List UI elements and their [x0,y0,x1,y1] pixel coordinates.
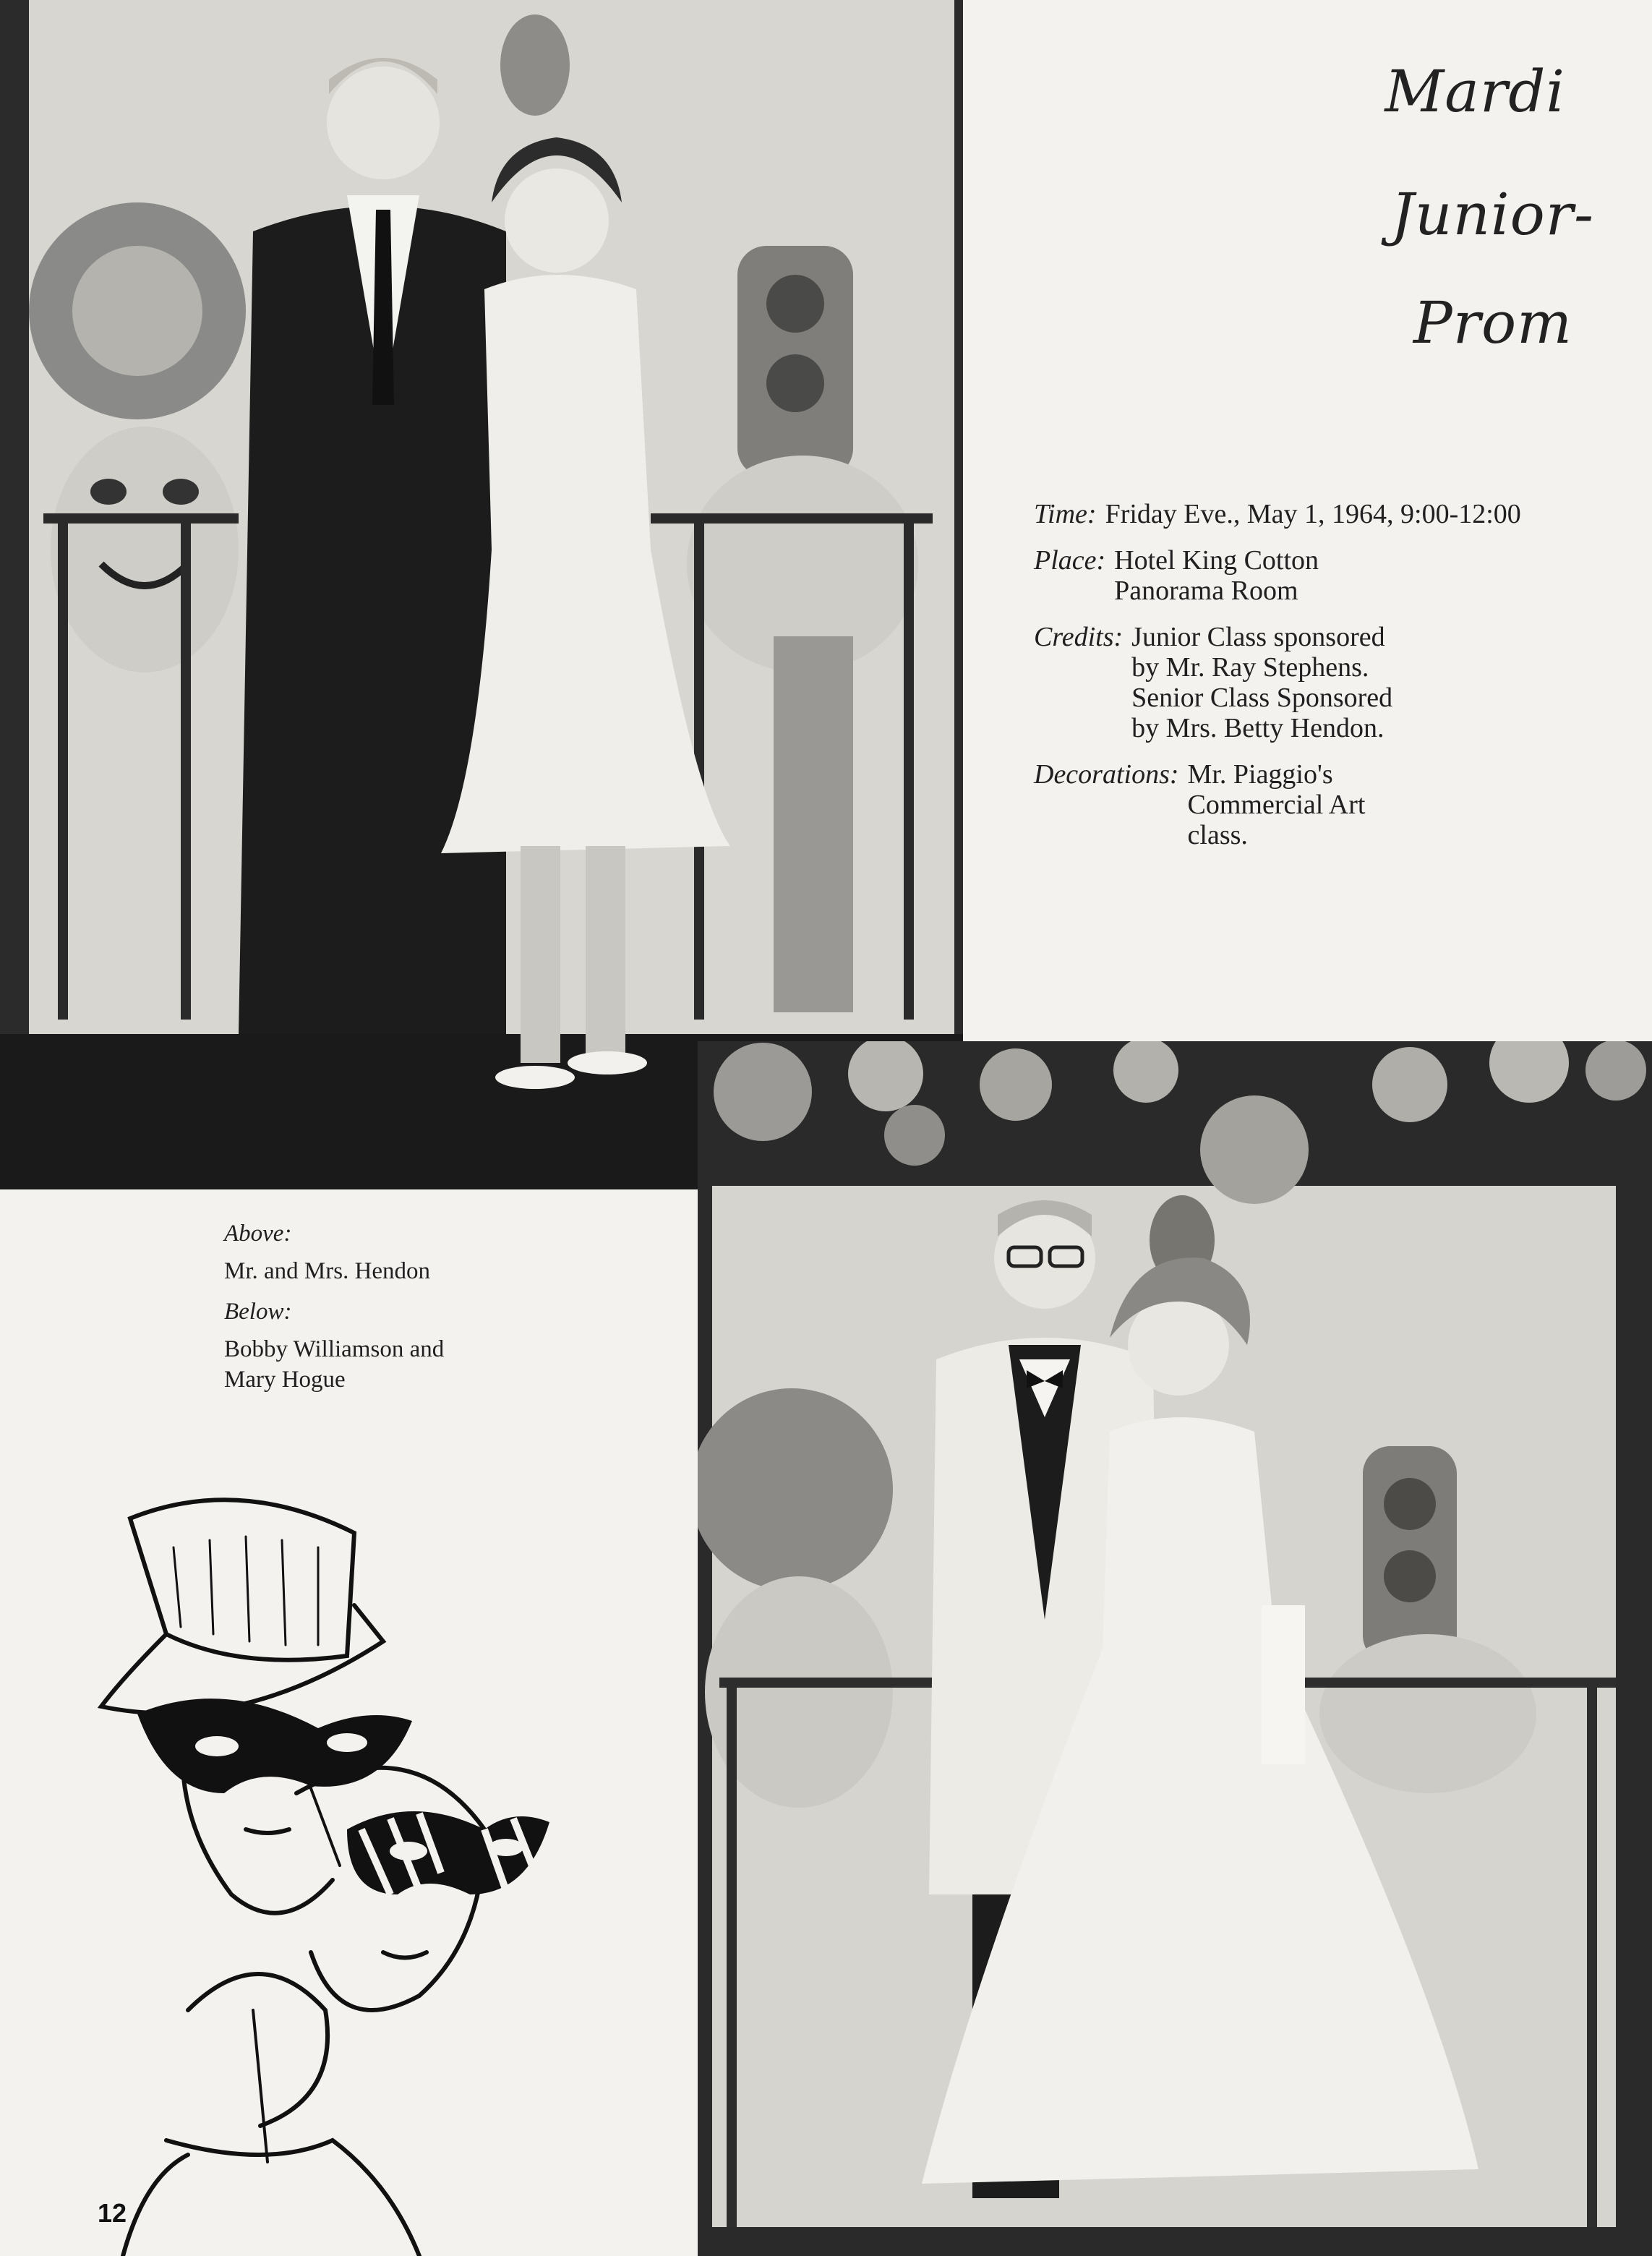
photo-captions [224,1218,687,1405]
detail-value: Mr. Piaggio's Commercial Art class. [1187,759,1366,850]
title-line-junior: Junior- [1390,181,1594,248]
detail-value: Hotel King Cotton Panorama Room [1114,545,1319,606]
detail-value: Junior Class sponsored by Mr. Ray Stephens. Senior Class Sponsored by Mrs. Betty Hendon. [1131,622,1393,743]
detail-decorations [1034,759,1612,850]
detail-label: Place: [1034,545,1106,576]
detail-value: Friday Eve., May 1, 1964, 9:00-12:00 [1105,499,1521,529]
event-details [1034,499,1612,866]
detail-credits [1034,622,1612,743]
detail-place [1034,545,1612,606]
caption-below-label: Below: [224,1299,292,1325]
masked-couple-illustration [80,1490,716,2256]
detail-label: Time: [1034,499,1097,529]
detail-label: Credits: [1034,622,1124,652]
page-number: 12 [98,2198,127,2228]
caption-below-text: Bobby Williamson and Mary Hogue [224,1336,445,1393]
title-line-prom: Prom [1413,289,1572,356]
caption-above-text: Mr. and Mrs. Hendon [224,1258,431,1284]
photo-williamson-hogue [698,1041,1652,2256]
photo-hendon-couple [0,0,963,1189]
caption-above-label: Above: [224,1221,292,1247]
detail-label: Decorations: [1034,759,1179,790]
detail-time [1034,499,1612,529]
title-line-mardi: Mardi [1384,58,1565,125]
